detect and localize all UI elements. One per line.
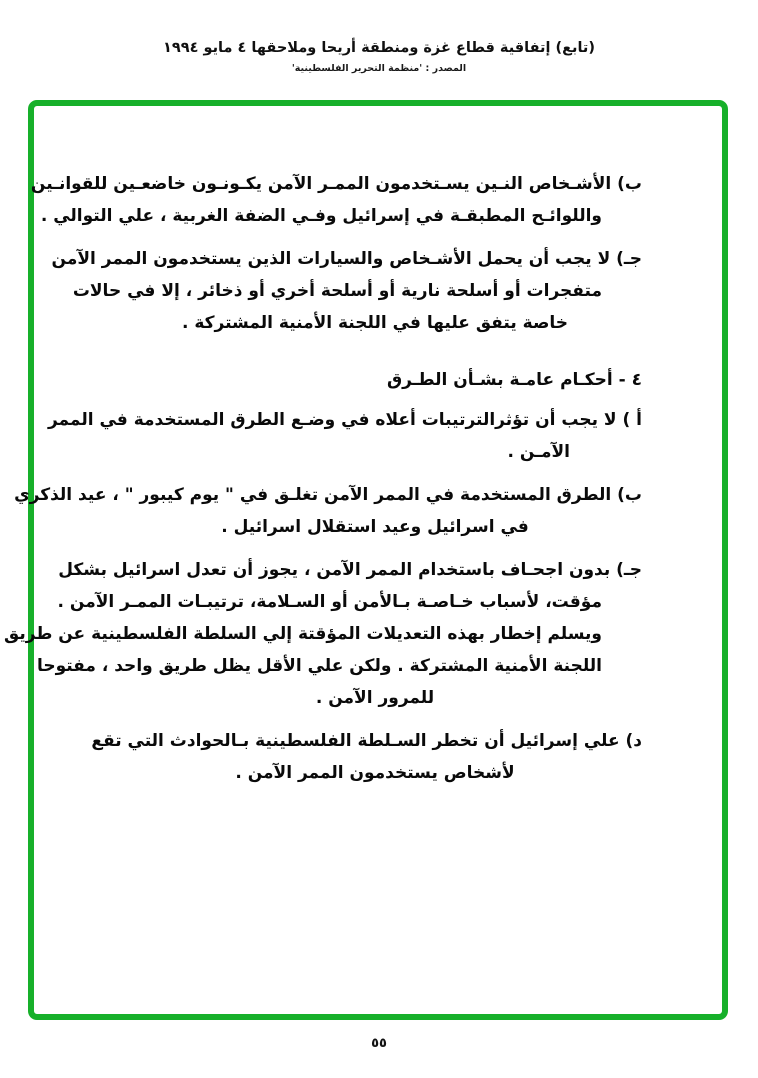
text-line: خاصة يتفق عليها في اللجنة الأمنية المشتركة .: [181, 313, 569, 333]
paragraph: [4, 554, 642, 714]
text-line: جـ) بدون اجحـاف باستخدام الممر الآمن ، يجوز أن تعدل اسرائيل بشكل: [58, 560, 642, 580]
text-line: ويسلم إخطار بهذه التعديلات المؤقتة إلي السلطة الفلسطينية عن طريق: [4, 624, 602, 644]
text-line: في اسرائيل وعيد استقلال اسرائيل .: [221, 517, 529, 537]
document-source: المصدر : 'منظمة التحرير الفلسطينية': [291, 63, 467, 74]
paragraph: [30, 168, 642, 232]
text-line: اللجنة الأمنية المشتركة . ولكن علي الأقل يظل طريق واحد ، مفتوحا: [36, 656, 602, 676]
text-line: واللوائـح المطبقـة في إسرائيل وفـي الضفة الغربية ، علي التوالي .: [40, 206, 602, 226]
text-line: ٤ - أحكـام عامـة بشـأن الطـرق: [386, 370, 642, 390]
text-line: الآمـن .: [507, 442, 570, 462]
paragraph: [91, 725, 642, 789]
document-body: [4, 106, 722, 789]
page-number: ٥٥: [371, 1036, 387, 1051]
text-line: ب) الأشـخاص النـين يسـتخدمون الممـر الآمن يكـونـون خاضعـين للقوانـين: [30, 174, 642, 194]
text-line: للمرور الآمن .: [315, 688, 435, 708]
paragraph: [14, 479, 642, 543]
text-line: ب) الطرق المستخدمة في الممر الآمن تغلـق في " يوم كيبور " ، عيد الذكري: [14, 485, 642, 505]
page-footer: [0, 1036, 758, 1051]
section-heading: [108, 364, 642, 396]
page-header: [0, 40, 758, 74]
text-line: د) علي إسرائيل أن تخطر السـلطة الفلسطينية بـالحوادث التي تقع: [91, 731, 642, 751]
content-frame: [4, 100, 728, 1020]
text-line: متفجرات أو أسلحة نارية أو أسلحة أخري أو ذخائر ، إلا في حالات: [72, 281, 602, 301]
document-title: (تابع) إتفاقية قطاع غزة ومنطقة أريحا وملاحقها ٤ مايو ١٩٩٤: [163, 40, 595, 56]
text-line: جـ) لا يجب أن يحمل الأشـخاص والسيارات الذين يستخدمون الممر الآمن: [51, 249, 642, 269]
text-line: مؤقت، لأسباب خـاصـة بـالأمن أو السـلامة، ترتيبـات الممـر الآمن .: [57, 592, 602, 612]
text-line: أ ) لا يجب أن تؤثرالترتيبات أعلاه في وضـع الطرق المستخدمة في الممر: [47, 410, 642, 430]
text-line: لأشخاص يستخدمون الممر الآمن .: [235, 763, 515, 783]
paragraph: [47, 404, 642, 468]
paragraph: [51, 243, 642, 339]
